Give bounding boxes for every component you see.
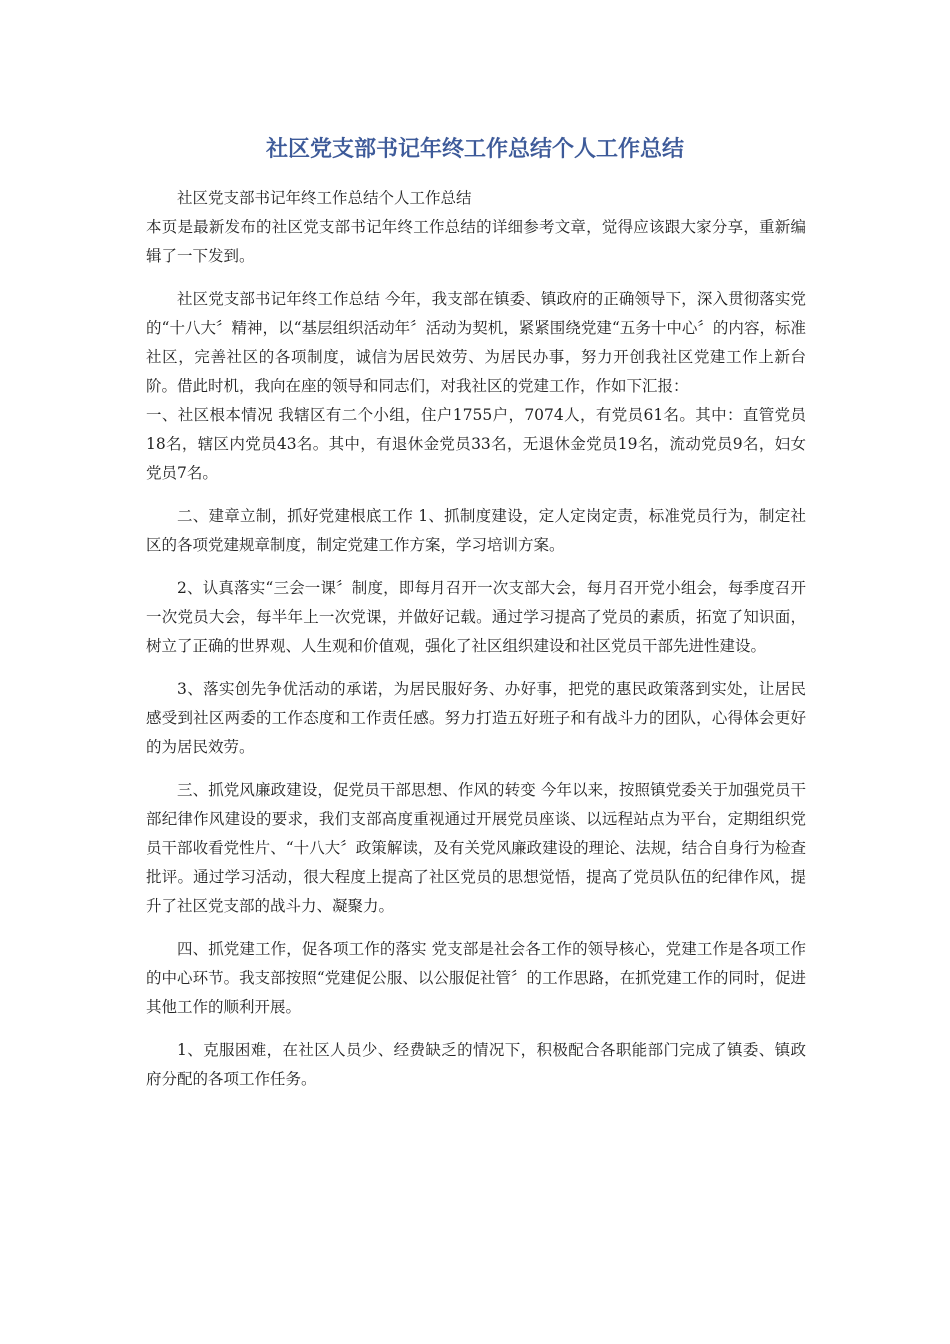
paragraph-subtitle: 社区党支部书记年终工作总结个人工作总结 — [177, 189, 472, 207]
document-title: 社区党支部书记年终工作总结个人工作总结 — [265, 137, 684, 162]
paragraph-section-2-item-3: 3、落实创先争优活动的承诺，为居民服好务、办好事，把党的惠民政策落到实处，让居民感受到社区两委的工作态度和工作责任感。努力打造五好班子和有战斗力的团队，心得体会更好的为居民效劳。 — [146, 680, 806, 756]
paragraph-section-2: 二、建章立制，抓好党建根底工作 1、抓制度建设，定人定岗定责，标准党员行为，制定社区的各项党建规章制度，制定党建工作方案，学习培训方案。 — [146, 507, 806, 554]
paragraph-section-3: 三、抓党风廉政建设，促党员干部思想、作风的转变 今年以来，按照镇党委关于加强党员干部纪律作风建设的要求，我们支部高度重视通过开展党员座谈、以远程站点为平台，定期组织党员干部收看党性片、“十八大〞政策解读，及有关党风廉政建设的理论、法规，结合自身行为检查批评。通过学习活动，很大程度上提高了社区党员的思想觉悟，提高了党员队伍的纪律作风，提升了社区党支部的战斗力、凝聚力。 — [146, 781, 806, 915]
paragraph-section-2-item-2: 2、认真落实“三会一课〞制度，即每月召开一次支部大会，每月召开党小组会，每季度召开一次党员大会，每半年上一次党课，并做好记载。通过学习提高了党员的素质，拓宽了知识面，树立了正确的世界观、人生观和价值观，强化了社区组织建设和社区党员干部先进性建设。 — [146, 579, 806, 655]
paragraph-section-4-item-1: 1、克服困难，在社区人员少、经费缺乏的情况下，积极配合各职能部门完成了镇委、镇政府分配的各项工作任务。 — [146, 1041, 806, 1088]
paragraph-summary: 社区党支部书记年终工作总结 今年，我支部在镇委、镇政府的正确领导下，深入贯彻落实党的“十八大〞精神，以“基层组织活动年〞活动为契机，紧紧围绕党建“五务十中心〞的内容，标准社区，完善社区的各项制度，诚信为居民效劳、为居民办事，努力开创我社区党建工作上新台阶。借此时机，我向在座的领导和同志们，对我社区的党建工作，作如下汇报： — [146, 290, 806, 395]
paragraph-section-1: 一、社区根本情况 我辖区有二个小组，住户1755户，7074人，有党员61名。其中：直管党员18名，辖区内党员43名。其中，有退休金党员33名，无退休金党员19名，流动党员9名，妇女党员7名。 — [146, 406, 806, 482]
paragraph-intro: 本页是最新发布的社区党支部书记年终工作总结的详细参考文章，觉得应该跟大家分享，重新编辑了一下发到。 — [146, 218, 806, 265]
document-body — [146, 184, 806, 1094]
paragraph-section-4: 四、抓党建工作，促各项工作的落实 党支部是社会各工作的领导核心，党建工作是各项工作的中心环节。我支部按照“党建促公服、以公服促社管〞的工作思路，在抓党建工作的同时，促进其他工作的顺利开展。 — [146, 940, 806, 1016]
